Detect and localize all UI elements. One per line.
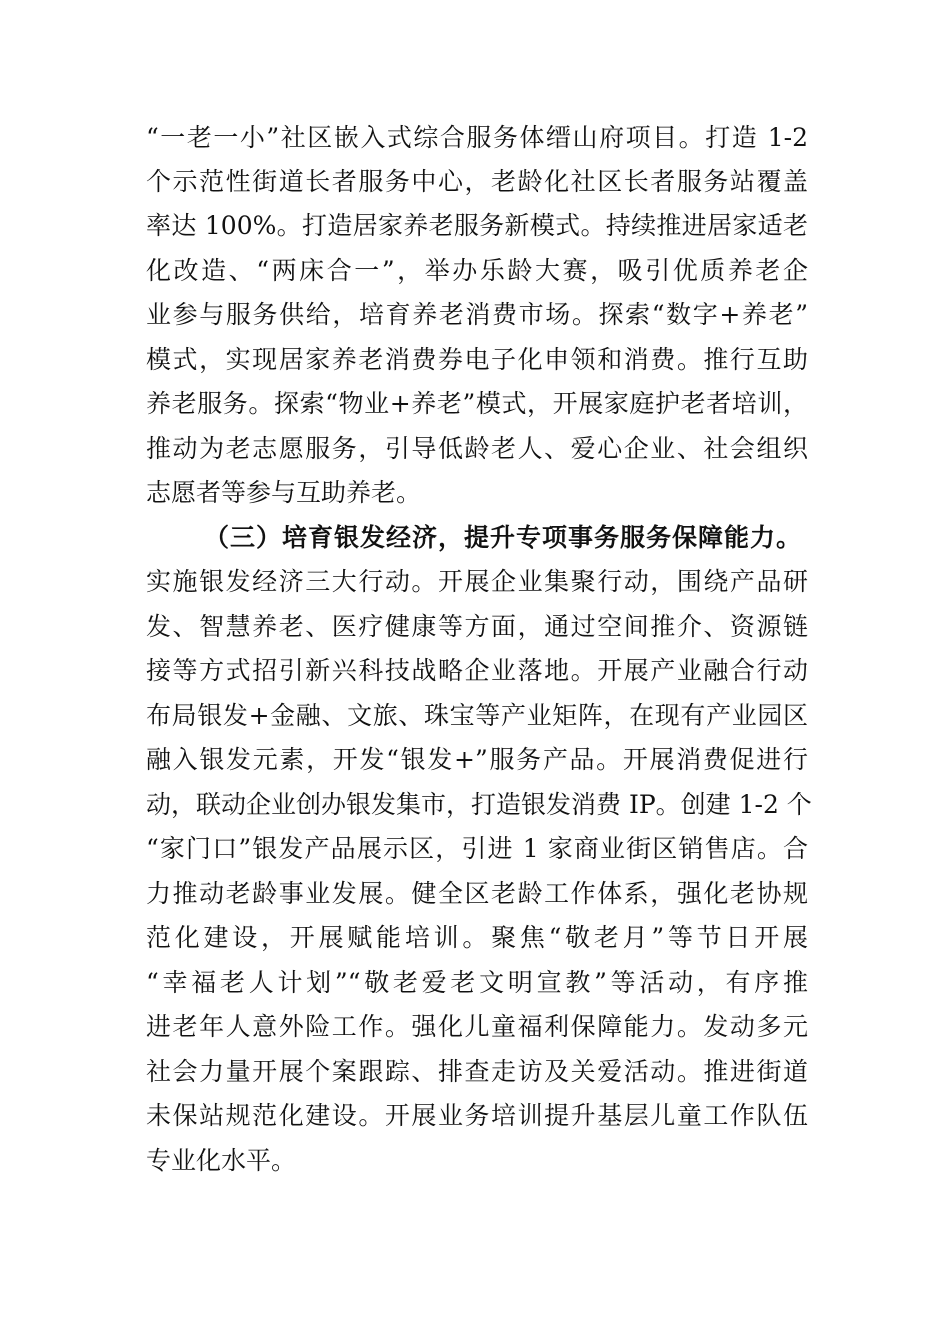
paragraph-1-line-5: 业参与服务供给，培育养老消费市场。探索“数字+养老” <box>146 300 808 329</box>
paragraph-2-line-12: 社会力量开展个案跟踪、排查走访及关爱活动。推进街道 <box>146 1057 808 1086</box>
paragraph-1-line-1: “一老一小”社区嵌入式综合服务体缙山府项目。打造 1-2 <box>146 123 808 152</box>
paragraph-2-line-1: 实施银发经济三大行动。开展企业集聚行动，围绕产品研 <box>146 567 808 596</box>
paragraph-1-line-6: 模式，实现居家养老消费券电子化申领和消费。推行互助 <box>146 345 808 374</box>
paragraph-2-line-11: 进老年人意外险工作。强化儿童福利保障能力。发动多元 <box>146 1012 808 1041</box>
paragraph-2-line-4: 布局银发+金融、文旅、珠宝等产业矩阵，在现有产业园区 <box>146 701 808 730</box>
section-heading: （三）培育银发经济，提升专项事务服务保障能力。 <box>204 523 803 552</box>
paragraph-1-line-7: 养老服务。探索“物业+养老”模式，开展家庭护老者培训， <box>146 389 808 418</box>
paragraph-2-line-3: 接等方式招引新兴科技战略企业落地。开展产业融合行动 <box>146 656 808 685</box>
paragraph-2-line-2: 发、智慧养老、医疗健康等方面，通过空间推介、资源链 <box>146 612 808 641</box>
paragraph-1-line-8: 推动为老志愿服务，引导低龄老人、爱心企业、社会组织 <box>146 434 808 463</box>
paragraph-1-line-4: 化改造、“两床合一”，举办乐龄大赛，吸引优质养老企 <box>146 256 808 285</box>
paragraph-1-line-9: 志愿者等参与互助养老。 <box>146 478 422 507</box>
paragraph-2-line-7: “家门口”银发产品展示区，引进 1 家商业街区销售店。合 <box>146 834 808 863</box>
paragraph-2-line-6: 动，联动企业创办银发集市，打造银发消费 IP。创建 1-2 个 <box>146 790 812 819</box>
paragraph-2-line-5: 融入银发元素，开发“银发+”服务产品。开展消费促进行 <box>146 745 808 774</box>
paragraph-2-line-13: 未保站规范化建设。开展业务培训提升基层儿童工作队伍 <box>146 1101 808 1130</box>
paragraph-1-line-2: 个示范性街道长者服务中心，老龄化社区长者服务站覆盖 <box>146 167 808 196</box>
paragraph-2-line-9: 范化建设，开展赋能培训。聚焦“敬老月”等节日开展 <box>146 923 808 952</box>
paragraph-1-line-3: 率达 100%。打造居家养老服务新模式。持续推进居家适老 <box>146 211 808 240</box>
paragraph-2-line-14: 专业化水平。 <box>146 1146 297 1175</box>
paragraph-2-line-10: “幸福老人计划”“敬老爱老文明宣教”等活动，有序推 <box>146 968 808 997</box>
paragraph-2-line-8: 力推动老龄事业发展。健全区老龄工作体系，强化老协规 <box>146 879 808 908</box>
